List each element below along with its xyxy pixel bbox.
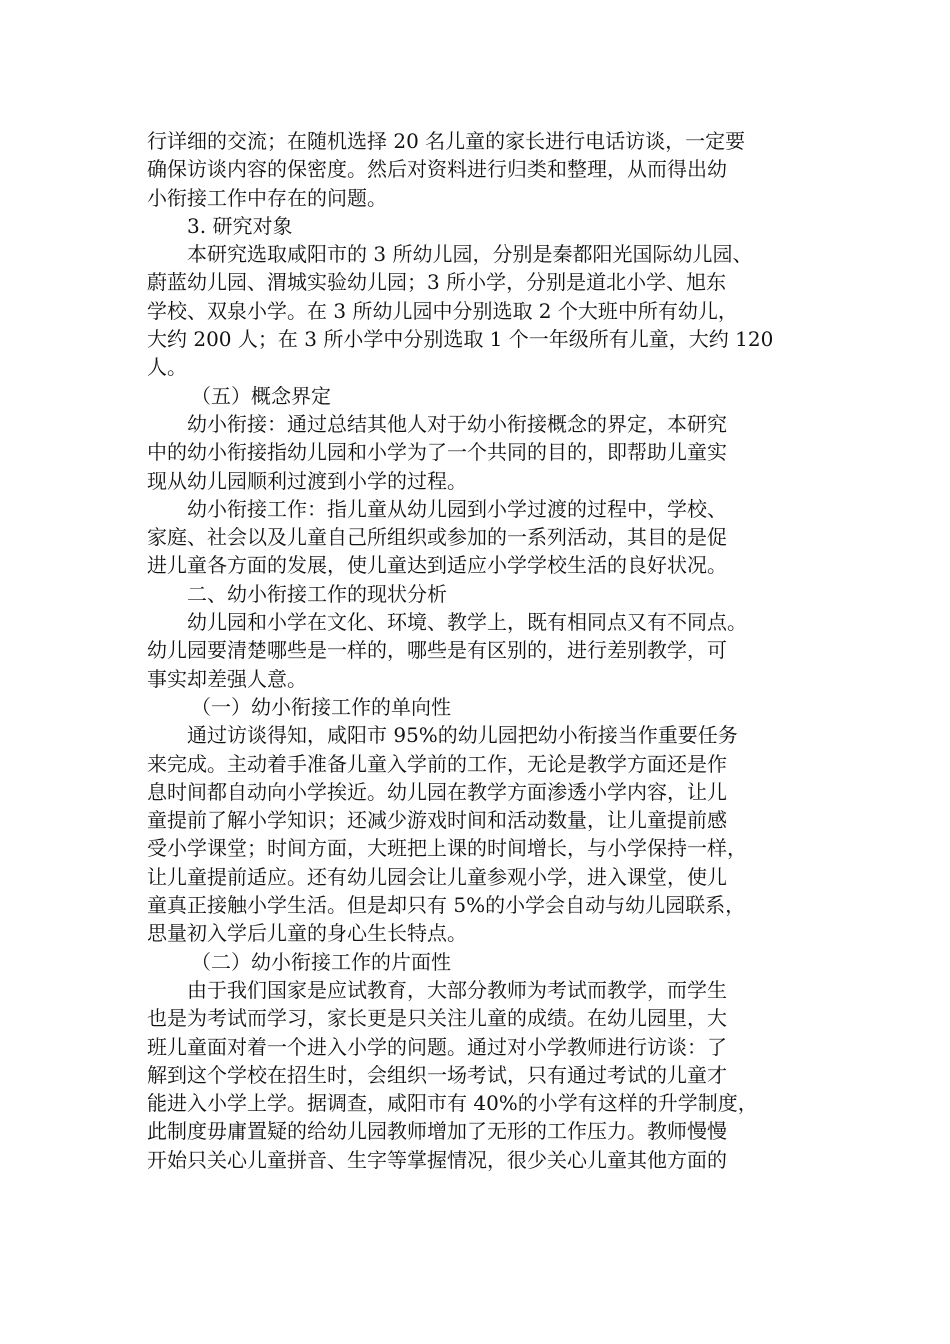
text-line: 让儿童提前适应。还有幼儿园会让儿童参观小学，进入课堂，使儿 [147, 864, 727, 889]
text-line: 由于我们国家是应试教育，大部分教师为考试而教学，而学生 [187, 977, 727, 1002]
text-line: 通过访谈得知，咸阳市 95%的幼儿园把幼小衔接当作重要任务 [187, 723, 738, 748]
text-line: 二、幼小衔接工作的现状分析 [187, 581, 447, 606]
text-line: （一）幼小衔接工作的单向性 [191, 694, 451, 719]
text-line: 行详细的交流；在随机选择 20 名儿童的家长进行电话访谈，一定要 [147, 129, 746, 153]
text-line: 确保访谈内容的保密度。然后对资料进行归类和整理，从而得出幼 [147, 157, 727, 182]
text-line: 幼儿园和小学在文化、环境、教学上，既有相同点又有不同点。 [187, 610, 747, 635]
text-line: 进儿童各方面的发展，使儿童达到适应小学学校生活的良好状况。 [147, 553, 727, 578]
text-line: 息时间都自动向小学挨近。幼儿园在教学方面渗透小学内容，让儿 [147, 779, 727, 804]
text-line: 家庭、社会以及儿童自己所组织或参加的一系列活动，其目的是促 [147, 525, 727, 550]
text-line: 开始只关心儿童拼音、生字等掌握情况，很少关心儿童其他方面的 [147, 1147, 727, 1172]
text-line: 也是为考试而学习，家长更是只关注儿童的成绩。在幼儿园里，大 [147, 1006, 727, 1031]
text-line: 蔚蓝幼儿园、渭城实验幼儿园；3 所小学，分别是道北小学、旭东 [147, 270, 727, 295]
text-line: 事实却差强人意。 [147, 666, 307, 691]
text-line: （二）幼小衔接工作的片面性 [191, 949, 451, 974]
text-line: 童提前了解小学知识；还减少游戏时间和活动数量，让儿童提前感 [147, 808, 727, 833]
text-line: 幼小衔接工作：指儿童从幼儿园到小学过渡的过程中，学校、 [187, 496, 727, 521]
text-line: 童真正接触小学生活。但是却只有 5%的小学会自动与幼儿园联系， [147, 893, 746, 918]
text-line: 解到这个学校在招生时，会组织一场考试，只有通过考试的儿童才 [147, 1062, 727, 1087]
text-line: 此制度毋庸置疑的给幼儿园教师增加了无形的工作压力。教师慢慢 [147, 1119, 727, 1144]
text-line: 学校、双泉小学。在 3 所幼儿园中分别选取 2 个大班中所有幼儿， [147, 298, 738, 323]
text-line: 班儿童面对着一个进入小学的问题。通过对小学教师进行访谈：了 [147, 1034, 727, 1059]
text-line: 思量初入学后儿童的身心生长特点。 [147, 921, 467, 946]
text-line: 中的幼小衔接指幼儿园和小学为了一个共同的目的，即帮助儿童实 [147, 440, 727, 465]
text-line: 受小学课堂；时间方面，大班把上课的时间增长，与小学保持一样， [147, 836, 747, 861]
text-line: 3. 研究对象 [187, 213, 293, 238]
text-line: 现从幼儿园顺利过渡到小学的过程。 [147, 468, 467, 493]
text-line: 来完成。主动着手准备儿童入学前的工作，无论是教学方面还是作 [147, 751, 727, 776]
text-line: 大约 200 人；在 3 所小学中分别选取 1 个一年级所有儿童，大约 120 [147, 327, 774, 352]
text-line: 本研究选取咸阳市的 3 所幼儿园，分别是秦都阳光国际幼儿园、 [187, 242, 753, 267]
text-line: （五）概念界定 [191, 383, 331, 408]
document-body [147, 127, 817, 1174]
text-line: 小衔接工作中存在的问题。 [147, 185, 387, 210]
text-line: 幼儿园要清楚哪些是一样的，哪些是有区别的，进行差别教学，可 [147, 638, 727, 663]
text-line: 人。 [147, 355, 187, 380]
text-line: 幼小衔接：通过总结其他人对于幼小衔接概念的界定，本研究 [187, 411, 727, 436]
text-line: 能进入小学上学。据调查，咸阳市有 40%的小学有这样的升学制度， [147, 1091, 758, 1116]
